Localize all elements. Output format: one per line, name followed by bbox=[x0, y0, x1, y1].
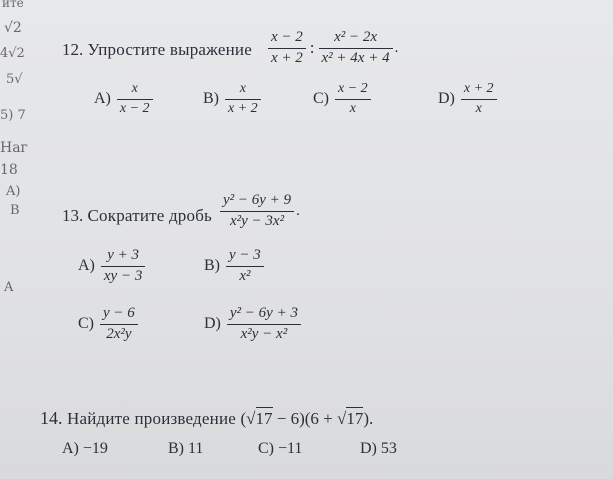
option-letter: B) bbox=[204, 257, 220, 275]
option-fraction bbox=[461, 82, 497, 116]
option-b: B) 11 bbox=[168, 440, 204, 457]
fraction-bar bbox=[227, 324, 301, 325]
edge-fragment: 5) 7 bbox=[0, 108, 26, 123]
close-paren: ). bbox=[363, 409, 374, 428]
question-number: 14. bbox=[40, 408, 63, 428]
option-letter: B) bbox=[203, 90, 219, 108]
fraction-bar bbox=[319, 48, 393, 49]
fraction-bar bbox=[101, 266, 145, 267]
numerator: x bbox=[239, 81, 246, 96]
q14-expression bbox=[241, 407, 374, 428]
option-a bbox=[78, 248, 145, 285]
fraction bbox=[319, 30, 393, 67]
option-a bbox=[94, 82, 153, 116]
option-letter: C) bbox=[78, 315, 94, 333]
edge-fragment: 18 bbox=[0, 162, 18, 178]
option-fraction bbox=[101, 248, 145, 285]
option-fraction bbox=[335, 82, 371, 116]
option-d bbox=[438, 82, 497, 116]
option-c: C) −11 bbox=[258, 440, 303, 457]
option-d: D) 53 bbox=[360, 440, 397, 457]
option-fraction bbox=[226, 248, 264, 285]
option-c bbox=[78, 306, 138, 343]
question-14 bbox=[40, 408, 373, 429]
denominator: x bbox=[475, 100, 482, 116]
denominator: x² bbox=[239, 267, 251, 284]
denominator: 2x²y bbox=[106, 325, 132, 342]
question-number: 12. bbox=[62, 40, 84, 59]
sqrt-sign: √ bbox=[246, 409, 256, 428]
option-letter: C) bbox=[313, 90, 329, 108]
denominator: x − 2 bbox=[119, 100, 150, 116]
edge-fragment: 5√ bbox=[6, 72, 23, 87]
expression-middle: − 6)(6 + bbox=[272, 409, 338, 428]
q13-expression bbox=[220, 193, 300, 230]
radicand: 17 bbox=[255, 409, 273, 428]
question-12 bbox=[62, 40, 252, 60]
denominator: x² + 4x + 4 bbox=[321, 49, 390, 66]
edge-fragment: ите bbox=[2, 0, 24, 10]
option-fraction bbox=[117, 82, 153, 116]
denominator: xy − 3 bbox=[103, 267, 143, 284]
sqrt-sign: √ bbox=[337, 409, 347, 428]
option-fraction bbox=[100, 306, 138, 343]
denominator: x + 2 bbox=[271, 49, 303, 66]
fraction-bar bbox=[220, 211, 294, 212]
denominator: x²y − x² bbox=[240, 325, 288, 342]
numerator: y − 6 bbox=[103, 305, 135, 321]
fraction-bar bbox=[461, 99, 497, 100]
numerator: y + 3 bbox=[107, 247, 139, 263]
edge-fragment: Наг bbox=[0, 140, 28, 156]
edge-fragment: B bbox=[10, 203, 20, 218]
question-text: Упростите выражение bbox=[87, 40, 252, 59]
option-letter: A) bbox=[94, 90, 111, 108]
option-a: A) −19 bbox=[62, 440, 108, 457]
numerator: x bbox=[131, 81, 138, 96]
numerator: x + 2 bbox=[463, 81, 494, 96]
edge-fragment: √2 bbox=[4, 20, 22, 36]
question-text: Сократите дробь bbox=[87, 206, 213, 225]
numerator: y² − 6y + 3 bbox=[229, 305, 298, 321]
fraction-bar bbox=[226, 266, 264, 267]
option-letter: D) bbox=[204, 315, 221, 333]
option-fraction bbox=[227, 306, 301, 343]
edge-fragment: 4√2 bbox=[0, 46, 25, 61]
numerator: x − 2 bbox=[338, 81, 368, 96]
option-c bbox=[313, 82, 371, 116]
option-letter: D) bbox=[438, 90, 455, 108]
option-letter: A) bbox=[78, 257, 95, 275]
option-b bbox=[203, 82, 261, 116]
period: . bbox=[394, 39, 399, 56]
numerator: y² − 6y + 9 bbox=[223, 192, 292, 208]
radicand: 17 bbox=[346, 409, 364, 428]
question-text: Найдите произведение bbox=[67, 409, 236, 428]
fraction-bar bbox=[117, 99, 153, 100]
fraction-bar bbox=[268, 48, 306, 49]
option-b bbox=[204, 248, 264, 285]
edge-fragment: A bbox=[4, 280, 14, 295]
open-paren: ( bbox=[240, 409, 247, 428]
option-fraction bbox=[225, 82, 261, 116]
fraction bbox=[220, 193, 294, 230]
option-d bbox=[204, 306, 301, 343]
fraction-bar bbox=[335, 99, 371, 100]
divide-sign: : bbox=[309, 38, 315, 58]
numerator: x − 2 bbox=[271, 29, 303, 45]
period: . bbox=[296, 202, 300, 219]
q12-expression bbox=[268, 30, 398, 67]
denominator: x bbox=[349, 100, 356, 116]
edge-fragment: A) bbox=[6, 184, 21, 199]
numerator: y − 3 bbox=[229, 247, 261, 263]
fraction-bar bbox=[100, 324, 138, 325]
question-number: 13. bbox=[62, 206, 84, 225]
numerator: x² − 2x bbox=[334, 29, 378, 45]
denominator: x + 2 bbox=[228, 100, 258, 116]
fraction bbox=[268, 30, 306, 67]
denominator: x²y − 3x² bbox=[229, 212, 285, 229]
fraction-bar bbox=[225, 99, 261, 100]
question-13 bbox=[62, 206, 212, 226]
